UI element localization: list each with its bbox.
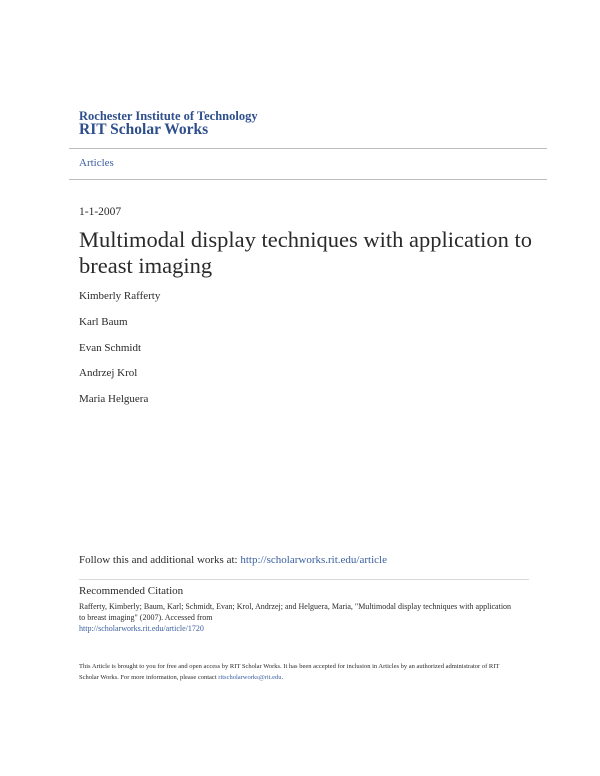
site-name-link[interactable]: RIT Scholar Works [79,121,209,138]
author-2: Karl Baum [79,316,128,328]
author-3: Evan Schmidt [79,342,142,354]
contact-email-link[interactable]: ritscholarworks@rit.edu [218,674,282,681]
publication-date: 1-1-2007 [79,206,122,218]
follow-link[interactable]: http://scholarworks.rit.edu/article [240,554,387,566]
follow-line [79,554,387,566]
notice-text: This Article is brought to you for free and open access by RIT Scholar Works. It has been accepted for inclusion in Articles by an authorized administrator of RIT Scholar Works. For more information, please contact [79,663,500,681]
author-4: Andrzej Krol [79,367,138,379]
institution-name: Rochester Institute of Technology [79,109,258,123]
citation-block [79,601,519,634]
article-title: Multimodal display techniques with application to breast imaging [79,227,533,278]
notice-suffix: . [281,674,284,681]
recommended-citation-heading: Recommended Citation [79,585,184,597]
collection-divider [69,179,547,180]
top-divider [69,148,547,149]
citation-divider [79,579,529,580]
citation-text: Rafferty, Kimberly; Baum, Karl; Schmidt, Evan; Krol, Andrzej; and Helguera, Maria, "Multimodal display techniques with application to breast imaging" (2007). Accessed from [79,602,512,622]
collection-link[interactable]: Articles [79,157,114,169]
access-notice [79,661,509,683]
author-5: Maria Helguera [79,393,149,405]
citation-link[interactable]: http://scholarworks.rit.edu/article/1720 [79,624,204,633]
author-1: Kimberly Rafferty [79,290,161,302]
follow-text: Follow this and additional works at: [79,554,241,566]
